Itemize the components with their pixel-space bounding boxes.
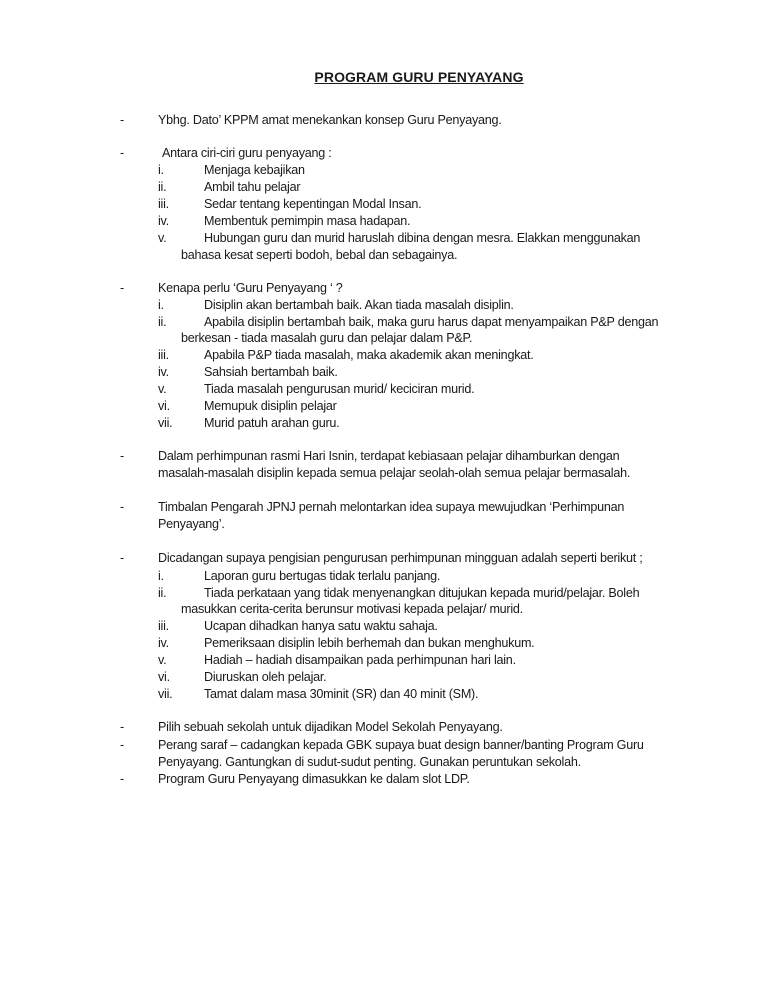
bullet-text: Dicadangan supaya pengisian pengurusan perhimpunan mingguan adalah seperti berikut ; bbox=[158, 551, 643, 565]
list-item: Murid patuh arahan guru. bbox=[204, 416, 340, 430]
list-number: ii. bbox=[158, 315, 167, 329]
list-item: Tiada perkataan yang tidak menyenangkan ditujukan kepada murid/pelajar. Boleh bbox=[204, 586, 640, 600]
list-number: i. bbox=[158, 298, 164, 312]
bullet-text: Antara ciri-ciri guru penyayang : bbox=[162, 146, 332, 160]
bullet-dash: - bbox=[120, 146, 124, 160]
list-number: vi. bbox=[158, 399, 170, 413]
list-number: iv. bbox=[158, 636, 169, 650]
list-number: i. bbox=[158, 163, 164, 177]
list-item: Ambil tahu pelajar bbox=[204, 180, 301, 194]
list-item-continuation: bahasa kesat seperti bodoh, bebal dan sebagainya. bbox=[181, 248, 458, 262]
bullet-dash: - bbox=[120, 772, 124, 786]
list-item: Apabila disiplin bertambah baik, maka guru harus dapat menyampaikan P&P dengan bbox=[204, 315, 659, 329]
bullet-dash: - bbox=[120, 720, 124, 734]
document-title: PROGRAM GURU PENYAYANG bbox=[314, 69, 524, 85]
bullet-dash: - bbox=[120, 449, 124, 463]
bullet-text-continuation: Penyayang. Gantungkan di sudut-sudut penting. Gunakan peruntukan sekolah. bbox=[158, 755, 581, 769]
list-item: Ucapan dihadkan hanya satu waktu sahaja. bbox=[204, 619, 438, 633]
list-number: vi. bbox=[158, 670, 170, 684]
list-number: iii. bbox=[158, 619, 169, 633]
list-item: Memupuk disiplin pelajar bbox=[204, 399, 337, 413]
bullet-dash: - bbox=[120, 551, 124, 565]
list-item: Menjaga kebajikan bbox=[204, 163, 305, 177]
list-number: i. bbox=[158, 569, 164, 583]
list-item: Hadiah – hadiah disampaikan pada perhimpunan hari lain. bbox=[204, 653, 516, 667]
bullet-dash: - bbox=[120, 738, 124, 752]
list-item: Pemeriksaan disiplin lebih berhemah dan bukan menghukum. bbox=[204, 636, 535, 650]
bullet-text: Timbalan Pengarah JPNJ pernah melontarkan idea supaya mewujudkan ‘Perhimpunan bbox=[158, 500, 625, 514]
bullet-dash: - bbox=[120, 281, 124, 295]
list-number: ii. bbox=[158, 586, 167, 600]
list-item: Tamat dalam masa 30minit (SR) dan 40 minit (SM). bbox=[204, 687, 479, 701]
list-item-continuation: masukkan cerita-cerita berunsur motivasi kepada pelajar/ murid. bbox=[181, 602, 523, 616]
list-item: Tiada masalah pengurusan murid/ keciciran murid. bbox=[204, 382, 475, 396]
bullet-text: Perang saraf – cadangkan kepada GBK supaya buat design banner/banting Program Guru bbox=[158, 738, 644, 752]
list-item: Sahsiah bertambah baik. bbox=[204, 365, 338, 379]
bullet-text: Pilih sebuah sekolah untuk dijadikan Model Sekolah Penyayang. bbox=[158, 720, 503, 734]
bullet-text: Kenapa perlu ‘Guru Penyayang ‘ ? bbox=[158, 281, 343, 295]
list-item: Diuruskan oleh pelajar. bbox=[204, 670, 327, 684]
bullet-text-continuation: Penyayang’. bbox=[158, 517, 225, 531]
list-item: Sedar tentang kepentingan Modal Insan. bbox=[204, 197, 422, 211]
bullet-dash: - bbox=[120, 500, 124, 514]
bullet-text: Ybhg. Dato’ KPPM amat menekankan konsep Guru Penyayang. bbox=[158, 113, 502, 127]
list-item: Hubungan guru dan murid haruslah dibina dengan mesra. Elakkan menggunakan bbox=[204, 231, 641, 245]
bullet-text: Program Guru Penyayang dimasukkan ke dalam slot LDP. bbox=[158, 772, 470, 786]
bullet-text-continuation: masalah-masalah disiplin kepada semua pelajar seolah-olah semua pelajar bermasalah. bbox=[158, 466, 631, 480]
list-number: v. bbox=[158, 231, 167, 245]
list-item: Membentuk pemimpin masa hadapan. bbox=[204, 214, 411, 228]
list-number: vii. bbox=[158, 416, 173, 430]
list-item: Disiplin akan bertambah baik. Akan tiada masalah disiplin. bbox=[204, 298, 514, 312]
list-number: iv. bbox=[158, 365, 169, 379]
list-number: v. bbox=[158, 653, 167, 667]
list-number: iv. bbox=[158, 214, 169, 228]
list-number: iii. bbox=[158, 197, 169, 211]
list-number: iii. bbox=[158, 348, 169, 362]
list-item: Laporan guru bertugas tidak terlalu panjang. bbox=[204, 569, 441, 583]
bullet-dash: - bbox=[120, 113, 124, 127]
bullet-text: Dalam perhimpunan rasmi Hari Isnin, terdapat kebiasaan pelajar dihamburkan dengan bbox=[158, 449, 620, 463]
list-number: vii. bbox=[158, 687, 173, 701]
list-item-continuation: berkesan - tiada masalah guru dan pelajar dalam P&P. bbox=[181, 331, 473, 345]
list-number: v. bbox=[158, 382, 167, 396]
list-item: Apabila P&P tiada masalah, maka akademik akan meningkat. bbox=[204, 348, 534, 362]
list-number: ii. bbox=[158, 180, 167, 194]
